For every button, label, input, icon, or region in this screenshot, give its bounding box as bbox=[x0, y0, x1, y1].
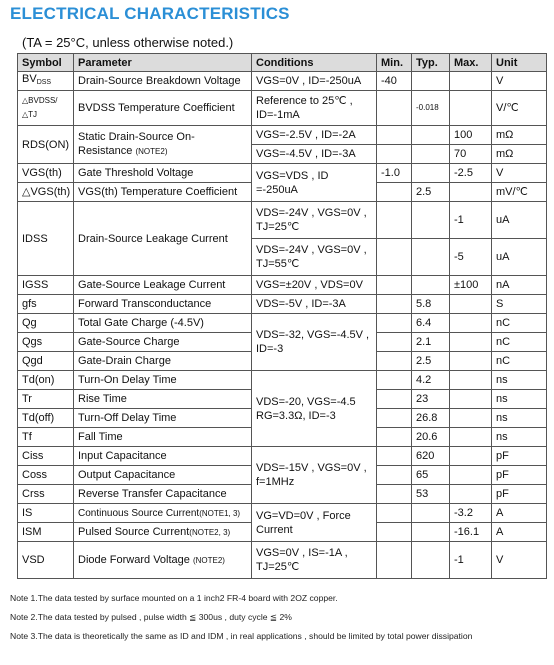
conditions-cell: VGS=-2.5V , ID=-2A bbox=[252, 126, 377, 145]
conditions-cell: VGS=±20V , VDS=0V bbox=[252, 276, 377, 295]
min-cell bbox=[377, 91, 412, 126]
min-cell bbox=[377, 295, 412, 314]
conditions-cell: VDS=-5V , ID=-3A bbox=[252, 295, 377, 314]
typ-cell bbox=[412, 276, 450, 295]
unit-cell: nC bbox=[492, 314, 547, 333]
page-title: ELECTRICAL CHARACTERISTICS bbox=[10, 4, 290, 23]
min-cell: -1.0 bbox=[377, 164, 412, 183]
table-row bbox=[18, 504, 547, 523]
max-cell bbox=[450, 314, 492, 333]
table-row bbox=[18, 276, 547, 295]
parameter-cell: Diode Forward Voltage (NOTE2) bbox=[74, 542, 252, 579]
parameter-cell: Turn-On Delay Time bbox=[74, 371, 252, 390]
typ-cell: 2.5 bbox=[412, 352, 450, 371]
conditions-cell: VDS=-24V , VGS=0V , TJ=25℃ bbox=[252, 202, 377, 239]
min-cell bbox=[377, 390, 412, 409]
typ-cell bbox=[412, 164, 450, 183]
parameter-cell: Drain-Source Breakdown Voltage bbox=[74, 72, 252, 91]
max-cell: 100 bbox=[450, 126, 492, 145]
parameter-cell: Fall Time bbox=[74, 428, 252, 447]
max-cell bbox=[450, 295, 492, 314]
parameter-cell: Input Capacitance bbox=[74, 447, 252, 466]
unit-cell: ns bbox=[492, 428, 547, 447]
parameter-cell: Gate Threshold Voltage bbox=[74, 164, 252, 183]
min-cell bbox=[377, 352, 412, 371]
min-cell: -40 bbox=[377, 72, 412, 91]
unit-cell: pF bbox=[492, 466, 547, 485]
symbol-cell: Coss bbox=[18, 466, 74, 485]
max-cell: -5 bbox=[450, 239, 492, 276]
min-cell bbox=[377, 523, 412, 542]
max-cell bbox=[450, 428, 492, 447]
symbol-cell: Td(on) bbox=[18, 371, 74, 390]
max-cell bbox=[450, 409, 492, 428]
unit-cell: mV/℃ bbox=[492, 183, 547, 202]
conditions-cell: VDS=-15V , VGS=0V , f=1MHz bbox=[252, 447, 377, 504]
symbol-cell: ISM bbox=[18, 523, 74, 542]
unit-cell: V bbox=[492, 542, 547, 579]
unit-cell: pF bbox=[492, 447, 547, 466]
unit-cell: S bbox=[492, 295, 547, 314]
table-row bbox=[18, 72, 547, 91]
min-cell bbox=[377, 202, 412, 239]
min-cell bbox=[377, 276, 412, 295]
max-cell bbox=[450, 466, 492, 485]
max-cell bbox=[450, 183, 492, 202]
conditions-cell: VDS=-20, VGS=-4.5 RG=3.3Ω, ID=-3 bbox=[252, 371, 377, 447]
unit-cell: V bbox=[492, 164, 547, 183]
symbol-cell: Qgs bbox=[18, 333, 74, 352]
table-row bbox=[18, 542, 547, 579]
unit-cell: A bbox=[492, 523, 547, 542]
typ-cell bbox=[412, 504, 450, 523]
parameter-cell: Drain-Source Leakage Current bbox=[74, 202, 252, 276]
typ-cell: 65 bbox=[412, 466, 450, 485]
symbol-cell: IDSS bbox=[18, 202, 74, 276]
parameter-cell: Gate-Drain Charge bbox=[74, 352, 252, 371]
header-unit: Unit bbox=[492, 54, 547, 72]
conditions-cell: VGS=-4.5V , ID=-3A bbox=[252, 145, 377, 164]
typ-cell: 4.2 bbox=[412, 371, 450, 390]
min-cell bbox=[377, 239, 412, 276]
unit-cell: ns bbox=[492, 371, 547, 390]
min-cell bbox=[377, 314, 412, 333]
conditions-cell: VGS=VDS , ID =-250uA bbox=[252, 164, 377, 202]
parameter-cell: Static Drain-Source On- Resistance (NOTE2) bbox=[74, 126, 252, 164]
typ-cell: -0.018 bbox=[412, 91, 450, 126]
parameter-cell: Reverse Transfer Capacitance bbox=[74, 485, 252, 504]
symbol-cell: △BVDSS/△TJ bbox=[18, 91, 74, 126]
symbol-cell: Td(off) bbox=[18, 409, 74, 428]
max-cell bbox=[450, 371, 492, 390]
conditions-cell: VDS=-32, VGS=-4.5V , ID=-3 bbox=[252, 314, 377, 371]
parameter-cell: Continuous Source Current(NOTE1, 3) bbox=[74, 504, 252, 523]
max-cell bbox=[450, 91, 492, 126]
typ-cell bbox=[412, 126, 450, 145]
max-cell: -2.5 bbox=[450, 164, 492, 183]
unit-cell: ns bbox=[492, 409, 547, 428]
conditions-cell: VG=VD=0V , Force Current bbox=[252, 504, 377, 542]
parameter-cell: Output Capacitance bbox=[74, 466, 252, 485]
table-row bbox=[18, 447, 547, 466]
conditions-cell: VGS=0V , ID=-250uA bbox=[252, 72, 377, 91]
header-typ: Typ. bbox=[412, 54, 450, 72]
unit-cell: nC bbox=[492, 352, 547, 371]
symbol-cell: $BV_{DSS}$ bbox=[18, 72, 74, 91]
min-cell bbox=[377, 409, 412, 428]
table-row bbox=[18, 314, 547, 333]
min-cell bbox=[377, 183, 412, 202]
typ-cell bbox=[412, 72, 450, 91]
parameter-cell: Turn-Off Delay Time bbox=[74, 409, 252, 428]
unit-cell: V bbox=[492, 72, 547, 91]
symbol-cell: Qgd bbox=[18, 352, 74, 371]
min-cell bbox=[377, 145, 412, 164]
symbol-cell: IGSS bbox=[18, 276, 74, 295]
max-cell: -3.2 bbox=[450, 504, 492, 523]
max-cell: 70 bbox=[450, 145, 492, 164]
parameter-cell: Rise Time bbox=[74, 390, 252, 409]
symbol-cell: IS bbox=[18, 504, 74, 523]
note-3: Note 3.The data is theoretically the same as ID and IDM , in real applications , should be limited by total power dissipation bbox=[10, 631, 473, 641]
typ-cell bbox=[412, 523, 450, 542]
table-row bbox=[18, 202, 547, 239]
header-max: Max. bbox=[450, 54, 492, 72]
typ-cell: 620 bbox=[412, 447, 450, 466]
typ-cell: 6.4 bbox=[412, 314, 450, 333]
symbol-cell: Ciss bbox=[18, 447, 74, 466]
min-cell bbox=[377, 485, 412, 504]
conditions-cell: Reference to 25℃ , ID=-1mA bbox=[252, 91, 377, 126]
footnotes bbox=[10, 589, 472, 646]
table-row bbox=[18, 371, 547, 390]
parameter-cell: Gate-Source Leakage Current bbox=[74, 276, 252, 295]
min-cell bbox=[377, 542, 412, 579]
unit-cell: ns bbox=[492, 390, 547, 409]
table-header-row bbox=[18, 54, 547, 72]
max-cell: -1 bbox=[450, 202, 492, 239]
unit-cell: pF bbox=[492, 485, 547, 504]
symbol-cell: VGS(th) bbox=[18, 164, 74, 183]
parameter-cell: VGS(th) Temperature Coefficient bbox=[74, 183, 252, 202]
min-cell bbox=[377, 504, 412, 523]
unit-cell: mΩ bbox=[492, 145, 547, 164]
header-parameter: Parameter bbox=[74, 54, 252, 72]
unit-cell: nA bbox=[492, 276, 547, 295]
typ-cell: 20.6 bbox=[412, 428, 450, 447]
min-cell bbox=[377, 126, 412, 145]
typ-cell: 2.5 bbox=[412, 183, 450, 202]
conditions-cell: VGS=0V , IS=-1A , TJ=25℃ bbox=[252, 542, 377, 579]
table-row bbox=[18, 91, 547, 126]
note-2: Note 2.The data tested by pulsed , pulse width ≦ 300us , duty cycle ≦ 2% bbox=[10, 612, 292, 622]
symbol-cell: gfs bbox=[18, 295, 74, 314]
unit-cell: uA bbox=[492, 202, 547, 239]
typ-cell bbox=[412, 239, 450, 276]
max-cell bbox=[450, 333, 492, 352]
max-cell bbox=[450, 485, 492, 504]
symbol-cell: △VGS(th) bbox=[18, 183, 74, 202]
max-cell: -16.1 bbox=[450, 523, 492, 542]
parameter-cell: Total Gate Charge (-4.5V) bbox=[74, 314, 252, 333]
unit-cell: nC bbox=[492, 333, 547, 352]
max-cell bbox=[450, 72, 492, 91]
min-cell bbox=[377, 428, 412, 447]
max-cell bbox=[450, 447, 492, 466]
header-symbol: Symbol bbox=[18, 54, 74, 72]
symbol-cell: VSD bbox=[18, 542, 74, 579]
symbol-cell: Tf bbox=[18, 428, 74, 447]
max-cell bbox=[450, 390, 492, 409]
typ-cell bbox=[412, 145, 450, 164]
max-cell: ±100 bbox=[450, 276, 492, 295]
table-row bbox=[18, 164, 547, 183]
conditions-subtitle: (TA = 25°C, unless otherwise noted.) bbox=[22, 35, 234, 50]
header-min: Min. bbox=[377, 54, 412, 72]
typ-cell: 5.8 bbox=[412, 295, 450, 314]
parameter-cell: Forward Transconductance bbox=[74, 295, 252, 314]
symbol-cell: Tr bbox=[18, 390, 74, 409]
parameter-cell: Gate-Source Charge bbox=[74, 333, 252, 352]
table-row bbox=[18, 126, 547, 145]
symbol-cell: Qg bbox=[18, 314, 74, 333]
conditions-cell: VDS=-24V , VGS=0V , TJ=55℃ bbox=[252, 239, 377, 276]
min-cell bbox=[377, 371, 412, 390]
typ-cell: 23 bbox=[412, 390, 450, 409]
parameter-cell: BVDSS Temperature Coefficient bbox=[74, 91, 252, 126]
table-row bbox=[18, 295, 547, 314]
parameter-cell: Pulsed Source Current(NOTE2, 3) bbox=[74, 523, 252, 542]
typ-cell: 2.1 bbox=[412, 333, 450, 352]
typ-cell bbox=[412, 202, 450, 239]
unit-cell: mΩ bbox=[492, 126, 547, 145]
min-cell bbox=[377, 466, 412, 485]
typ-cell: 53 bbox=[412, 485, 450, 504]
symbol-cell: RDS(ON) bbox=[18, 126, 74, 164]
unit-cell: A bbox=[492, 504, 547, 523]
note-1: Note 1.The data tested by surface mounted on a 1 inch2 FR-4 board with 2OZ copper. bbox=[10, 593, 338, 603]
symbol-cell: Crss bbox=[18, 485, 74, 504]
header-conditions: Conditions bbox=[252, 54, 377, 72]
electrical-characteristics-table bbox=[17, 53, 547, 579]
max-cell: -1 bbox=[450, 542, 492, 579]
typ-cell: 26.8 bbox=[412, 409, 450, 428]
typ-cell bbox=[412, 542, 450, 579]
unit-cell: V/℃ bbox=[492, 91, 547, 126]
unit-cell: uA bbox=[492, 239, 547, 276]
max-cell bbox=[450, 352, 492, 371]
min-cell bbox=[377, 447, 412, 466]
min-cell bbox=[377, 333, 412, 352]
